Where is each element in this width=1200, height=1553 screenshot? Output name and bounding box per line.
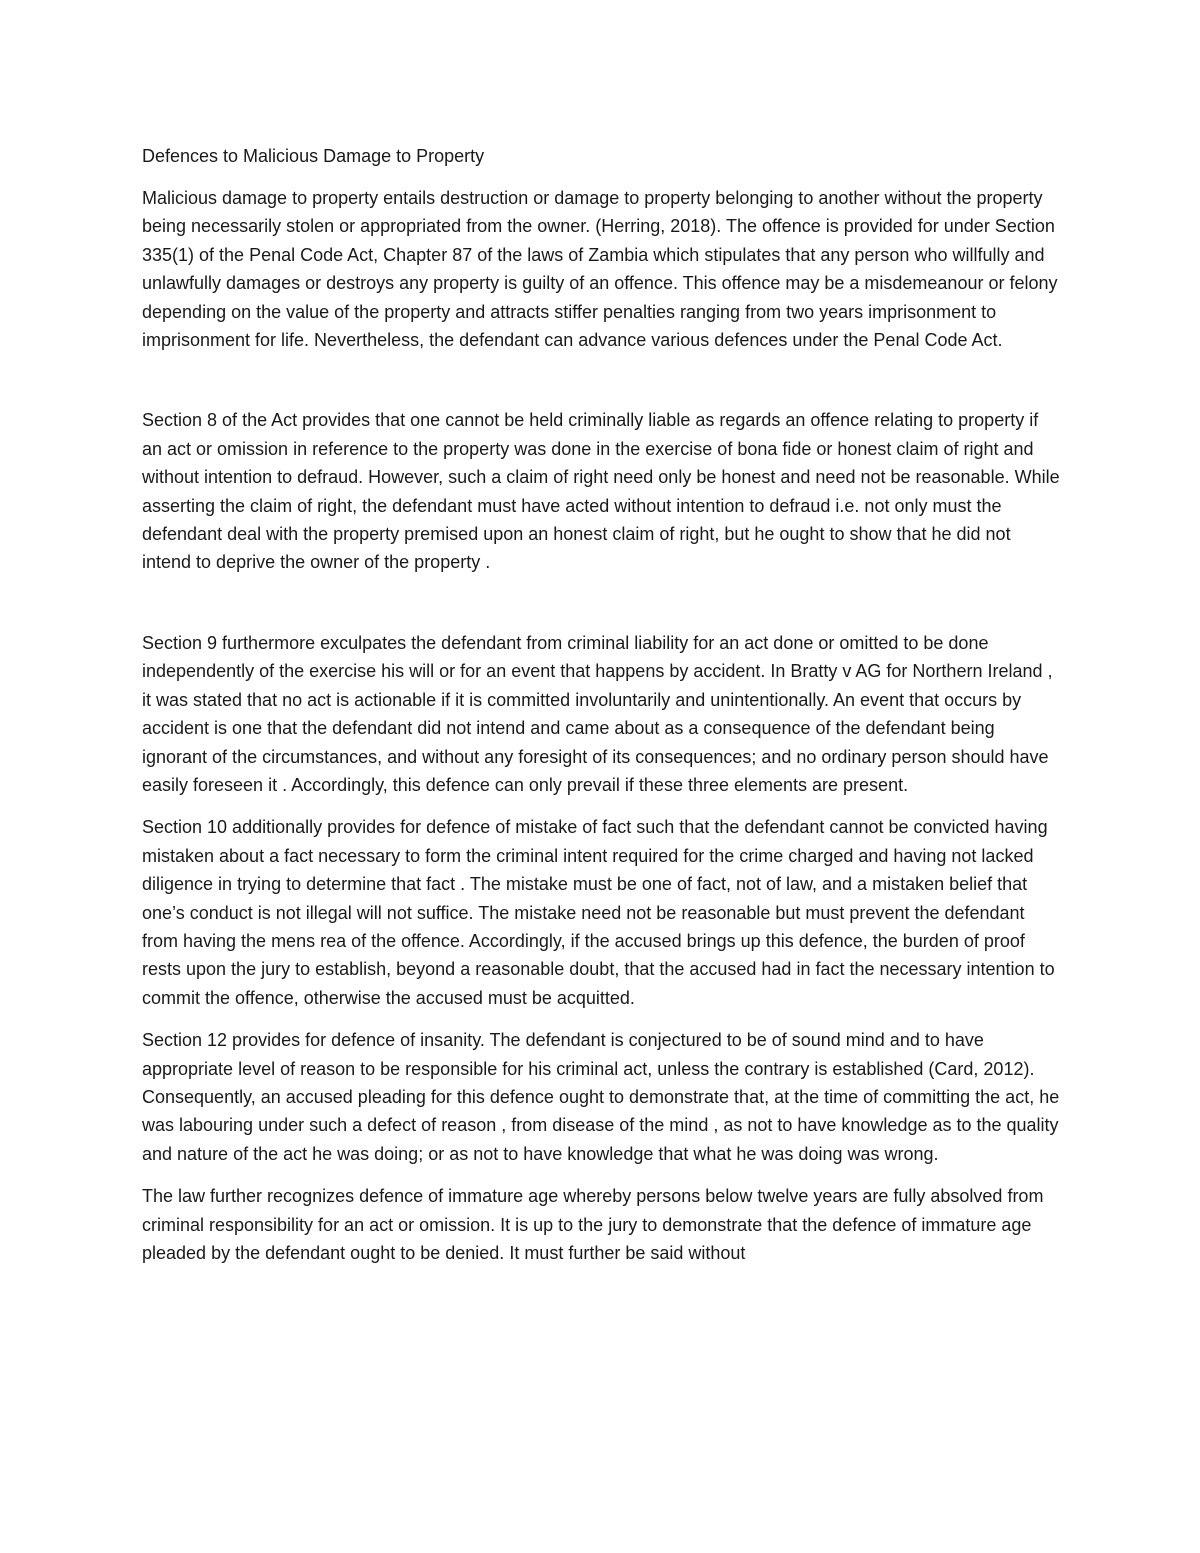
document-title: Defences to Malicious Damage to Property: [142, 146, 485, 166]
paragraph-section-8: Section 8 of the Act provides that one cannot be held criminally liable as regards an offence relating to property if an act or omission in reference to the property was done in the exercise of bona fide or honest claim of right and without intention to defraud. However, such a claim of right need only be honest and need not be reasonable. While asserting the claim of right, the defendant must have acted without intention to defraud i.e. not only must the defendant deal with the property premised upon an honest claim of right, but he ought to show that he did not intend to deprive the owner of the property .: [142, 410, 1060, 573]
paragraph-section-12: Section 12 provides for defence of insanity. The defendant is conjectured to be of sound mind and to have appropriate level of reason to be responsible for his criminal act, unless the contrary is established (Card, 2012). Consequently, an accused pleading for this defence ought to demonstrate that, at the time of committing the act, he was labouring under such a defect of reason , from disease of the mind , as not to have knowledge as to the quality and nature of the act he was doing; or as not to have knowledge that what he was doing was wrong.: [142, 1030, 1060, 1164]
document-page: [142, 142, 1062, 1281]
paragraph-section-9: Section 9 furthermore exculpates the defendant from criminal liability for an act done or omitted to be done independently of the exercise his will or for an event that happens by accident. In Bratty v AG for Northern Ireland , it was stated that no act is actionable if it is committed involuntarily and unintentionally. An event that occurs by accident is one that the defendant did not intend and came about as a consequence of the defendant being ignorant of the circumstances, and without any foresight of its consequences; and no ordinary person should have easily foreseen it . Accordingly, this defence can only prevail if these three elements are present.: [142, 632, 1053, 795]
paragraph-intro: Malicious damage to property entails destruction or damage to property belonging to another without the property being necessarily stolen or appropriated from the owner. (Herring, 2018). The offence is provided for under Section 335(1) of the Penal Code Act, Chapter 87 of the laws of Zambia which stipulates that any person who willfully and unlawfully damages or destroys any property is guilty of an offence. This offence may be a misdemeanour or felony depending on the value of the property and attracts stiffer penalties ranging from two years imprisonment to imprisonment for life. Nevertheless, the defendant can advance various defences under the Penal Code Act.: [142, 188, 1058, 351]
paragraph-immature-age: The law further recognizes defence of immature age whereby persons below twelve years are fully absolved from criminal responsibility for an act or omission. It is up to the jury to demonstrate that the defence of immature age pleaded by the defendant ought to be denied. It must further be said without: [142, 1186, 1044, 1263]
paragraph-section-10: Section 10 additionally provides for defence of mistake of fact such that the defendant cannot be convicted having mistaken about a fact necessary to form the criminal intent required for the crime charged and having not lacked diligence in trying to determine that fact . The mistake must be one of fact, not of law, and a mistaken belief that one’s conduct is not illegal will not suffice. The mistake need not be reasonable but must prevent the defendant from having the mens rea of the offence. Accordingly, if the accused brings up this defence, the burden of proof rests upon the jury to establish, beyond a reasonable doubt, that the accused had in fact the necessary intention to commit the offence, otherwise the accused must be acquitted.: [142, 817, 1055, 1008]
